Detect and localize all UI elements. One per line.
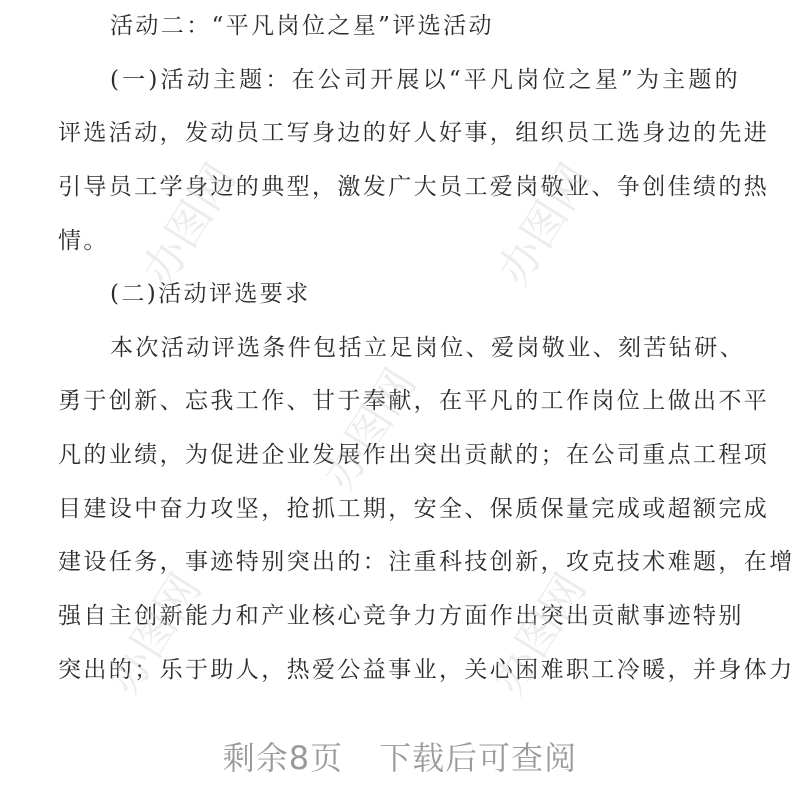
paragraph-line: (一)活动主题：在公司开展以“平凡岗位之星”为主题的 [110, 67, 740, 93]
download-prompt[interactable] [0, 738, 800, 778]
download-to-view-label[interactable]: 下载后可查阅 [379, 739, 578, 777]
watermark: 办图网 [313, 359, 427, 499]
paragraph-line: 强自主创新能力和产业核心竞争力方面作出突出贡献事迹特别 [58, 603, 744, 629]
paragraph-line: 建设任务，事迹特别突出的：注重科技创新，攻克技术难题，在增 [58, 549, 795, 575]
subsection-heading-requirements: (二)活动评选要求 [110, 281, 311, 307]
watermark: 办图网 [133, 154, 247, 294]
paragraph-line: 引导员工学身边的典型，激发广大员工爱岗敬业、争创佳绩的热 [58, 174, 770, 200]
remaining-pages-label: 剩余8页 [222, 739, 344, 777]
paragraph-line: 凡的业绩，为促进企业发展作出突出贡献的；在公司重点工程项 [58, 442, 770, 468]
watermark: 办图网 [488, 154, 602, 294]
watermark: 办图网 [98, 564, 212, 704]
paragraph-line: 情。 [58, 228, 109, 254]
paragraph-line: 勇于创新、忘我工作、甘于奉献，在平凡的工作岗位上做出不平 [58, 388, 770, 414]
paragraph-line: 目建设中奋力攻坚，抢抓工期，安全、保质保量完成或超额完成 [58, 496, 770, 522]
section-heading-activity-two: 活动二：“平凡岗位之星”评选活动 [110, 13, 494, 39]
paragraph-line: 突出的；乐于助人，热爱公益事业，关心困难职工冷暖，并身体力 [58, 657, 795, 683]
paragraph-line: 本次活动评选条件包括立足岗位、爱岗敬业、刻苦钻研、 [110, 335, 745, 361]
paragraph-line: 评选活动，发动员工写身边的好人好事，组织员工选身边的先进 [58, 120, 770, 146]
watermark: 办图网 [483, 564, 597, 704]
